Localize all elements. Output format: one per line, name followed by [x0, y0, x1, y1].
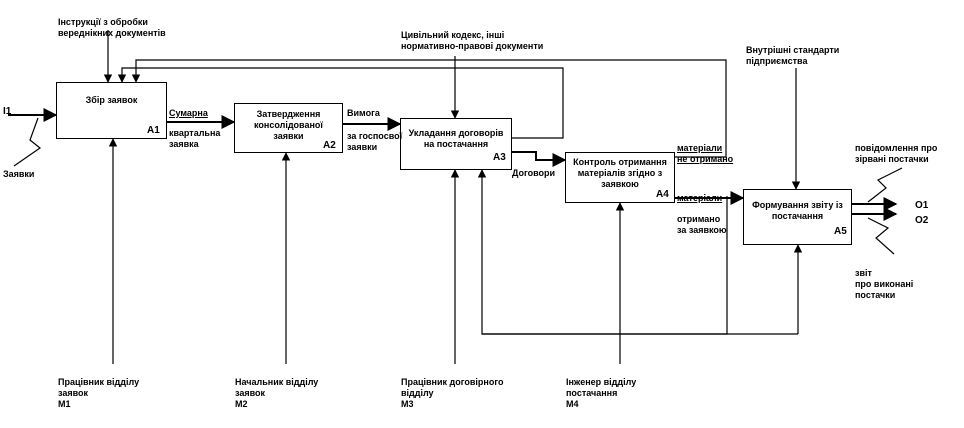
block-a4-code: A4	[656, 189, 669, 200]
block-a3-code: A3	[493, 152, 506, 163]
squiggle-o2	[868, 218, 894, 254]
block-a5	[743, 189, 852, 245]
input-i1-code: I1	[3, 106, 12, 117]
block-a5-title: Формування звіту із постачання	[752, 200, 843, 221]
arrow-a3-to-a4	[512, 152, 565, 160]
flow-demand-bottom: за госпосвої заявки	[347, 131, 403, 152]
output-o1-label: повідомлення про зірвані постачки	[855, 143, 938, 164]
block-a2-code: A2	[323, 140, 336, 151]
block-a2-title: Затвердження консолідованої заявки	[254, 109, 323, 141]
output-o2-code: O2	[915, 215, 929, 226]
control-c1-label: Інструкції з обробки вереднікних документів	[58, 17, 166, 38]
flow-received-top: матеріали	[677, 193, 723, 203]
control-c2-label: Цивільний кодекс, інші нормативно-правові документи	[401, 30, 544, 51]
squiggle-i1	[14, 118, 40, 166]
block-a1-code: A1	[147, 125, 160, 136]
block-a1-title: Збір заявок	[85, 95, 138, 105]
mech-m2-label: Начальник відділу заявок М2	[235, 377, 319, 409]
mech-m3-label: Працівник договірного відділу М3	[401, 377, 504, 409]
block-a1	[56, 82, 167, 139]
output-o1-code: O1	[915, 200, 929, 211]
flow-not-received: матеріали не отримано	[677, 143, 734, 164]
flow-contracts: Договори	[512, 168, 556, 178]
output-o2-label: звіт про виконані постачки	[855, 268, 914, 300]
flow-received-bottom: отримано за заявкою	[677, 214, 727, 235]
mech-m1-label: Працівник відділу заявок М1	[58, 377, 140, 409]
block-a5-code: A5	[834, 226, 847, 237]
flow-summary-bottom: квартальна заявка	[169, 128, 221, 149]
input-i1-name: Заявки	[3, 169, 35, 179]
mech-m4-label: Інженер відділу постачання М4	[566, 377, 637, 409]
control-c3-label: Внутрішні стандарти підприємства	[746, 45, 840, 66]
block-a3-title: Укладання договорів на постачання	[408, 128, 504, 149]
squiggle-o1	[868, 168, 902, 202]
flow-demand: Вимога	[347, 108, 380, 118]
block-a2	[234, 103, 343, 153]
block-a4	[565, 152, 675, 203]
block-a4-title: Контроль отримання матеріалів згідно з заявкою	[573, 157, 667, 189]
block-a3	[400, 118, 512, 170]
flow-summary-top: Сумарна	[169, 108, 208, 118]
